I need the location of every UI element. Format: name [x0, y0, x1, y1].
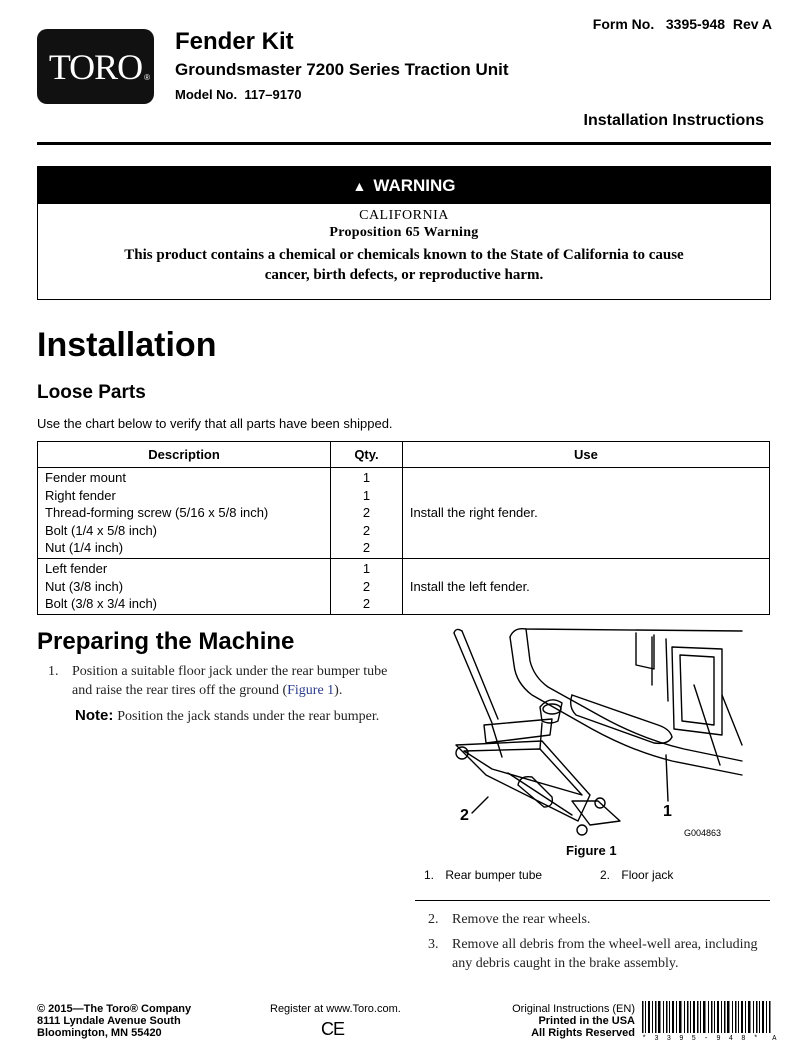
warning-line-california: CALIFORNIA	[359, 208, 449, 223]
loose-parts-heading: Loose Parts	[37, 382, 146, 403]
warning-header	[38, 167, 770, 204]
barcode	[642, 1001, 772, 1033]
header-rule	[37, 142, 771, 145]
step-1	[48, 662, 393, 700]
part-item: Nut (3/8 inch)	[45, 578, 124, 594]
table-header-row	[38, 442, 770, 468]
floor-jack-illustration	[422, 625, 772, 840]
parts-description-cell	[38, 558, 331, 614]
column-header-qty: Qty.	[331, 442, 403, 468]
note-label: Note:	[75, 707, 114, 724]
step-3	[428, 935, 773, 973]
column-header-description: Description	[38, 442, 331, 468]
logo-registered-mark: ®	[144, 73, 150, 82]
warning-triangle-icon: ▲	[352, 177, 367, 194]
footer-notes	[512, 1003, 635, 1039]
logo-text: TORO	[48, 46, 143, 87]
table-row	[38, 558, 770, 614]
barcode-text: * 3 3 9 5 - 9 4 8 * A	[642, 1035, 779, 1043]
step-text: Remove all debris from the wheel-well area, including any debris caught in the brake assembly.	[452, 937, 758, 971]
part-item: Bolt (1/4 x 5/8 inch)	[45, 522, 157, 538]
part-qty: 1	[362, 470, 371, 485]
document-type: Installation Instructions	[583, 112, 764, 129]
part-item: Right fender	[45, 487, 116, 503]
footer-rights: All Rights Reserved	[531, 1027, 635, 1039]
footer-address: 8111 Lyndale Avenue South	[37, 1015, 181, 1027]
ce-mark: CE	[321, 1019, 345, 1039]
parts-qty-cell	[331, 558, 403, 614]
warning-line-proposition: Proposition 65 Warning	[329, 225, 479, 240]
warning-heading: WARNING	[373, 175, 456, 195]
toro-logo	[37, 29, 154, 104]
part-item: Bolt (3/8 x 3/4 inch)	[45, 596, 157, 612]
part-qty: 2	[362, 505, 371, 521]
figure-code: G004863	[684, 828, 722, 838]
figure-1-link[interactable]: Figure 1	[287, 683, 335, 698]
footer-original: Original Instructions (EN)	[512, 1003, 635, 1015]
footer-register: Register at www.Toro.com.	[270, 1003, 401, 1015]
step-number: 1.	[48, 664, 59, 679]
footer-company	[37, 1003, 191, 1039]
legend-item	[424, 868, 542, 882]
parts-use-cell: Install the left fender.	[402, 558, 769, 614]
part-qty: 2	[362, 578, 371, 594]
callout-1: 1	[663, 803, 672, 820]
warning-line-statement: This product contains a chemical or chemicals known to the State of California to cause cancer, birth defects, or reproductive harm.	[124, 247, 684, 283]
part-item: Thread-forming screw (5/16 x 5/8 inch)	[45, 505, 269, 521]
callout-2: 2	[460, 807, 469, 824]
note-text: Position the jack stands under the rear bumper.	[117, 709, 380, 724]
footer-copyright: © 2015—The Toro® Company	[37, 1003, 192, 1015]
part-item: Nut (1/4 inch)	[45, 540, 124, 556]
note	[75, 707, 379, 725]
part-qty: 2	[362, 522, 371, 538]
figure-1	[422, 625, 772, 840]
column-header-use: Use	[402, 442, 769, 468]
document-title: Fender Kit	[175, 28, 294, 55]
part-qty: 2	[362, 540, 371, 556]
parts-qty-cell	[331, 468, 403, 559]
step-number: 2.	[428, 912, 439, 927]
parts-description-cell	[38, 468, 331, 559]
model-number: Model No. 117–9170	[175, 87, 302, 102]
figure-caption: Figure 1	[566, 843, 617, 858]
step-text-end: ).	[334, 683, 343, 698]
preparing-heading: Preparing the Machine	[37, 628, 295, 655]
legend-number: 1.	[424, 868, 435, 882]
legend-label: Floor jack	[621, 868, 674, 882]
warning-body	[38, 208, 770, 285]
parts-use-cell: Install the right fender.	[402, 468, 769, 559]
footer-city: Bloomington, MN 55420	[37, 1027, 162, 1039]
part-qty: 1	[362, 487, 371, 503]
legend-item	[600, 868, 673, 882]
table-row	[38, 468, 770, 559]
part-qty: 2	[362, 596, 371, 612]
step-number: 3.	[428, 937, 439, 952]
document-subtitle: Groundsmaster 7200 Series Traction Unit	[175, 60, 509, 79]
part-item: Left fender	[45, 560, 108, 576]
footer-printed: Printed in the USA	[538, 1015, 635, 1027]
legend-number: 2.	[600, 868, 611, 882]
figure-rule	[415, 900, 770, 901]
part-qty: 1	[362, 560, 371, 576]
step-text: Position a suitable floor jack under the rear bumper tube and raise the rear tires off the ground (	[72, 664, 388, 698]
step-text: Remove the rear wheels.	[452, 912, 591, 927]
form-number: Form No. 3395-948 Rev A	[592, 16, 772, 32]
installation-heading: Installation	[37, 326, 217, 364]
legend-label: Rear bumper tube	[445, 868, 543, 882]
prop65-warning-box	[37, 166, 771, 300]
loose-parts-intro: Use the chart below to verify that all parts have been shipped.	[37, 416, 393, 431]
step-2	[428, 910, 773, 929]
loose-parts-table	[37, 441, 770, 615]
part-item: Fender mount	[45, 470, 126, 485]
